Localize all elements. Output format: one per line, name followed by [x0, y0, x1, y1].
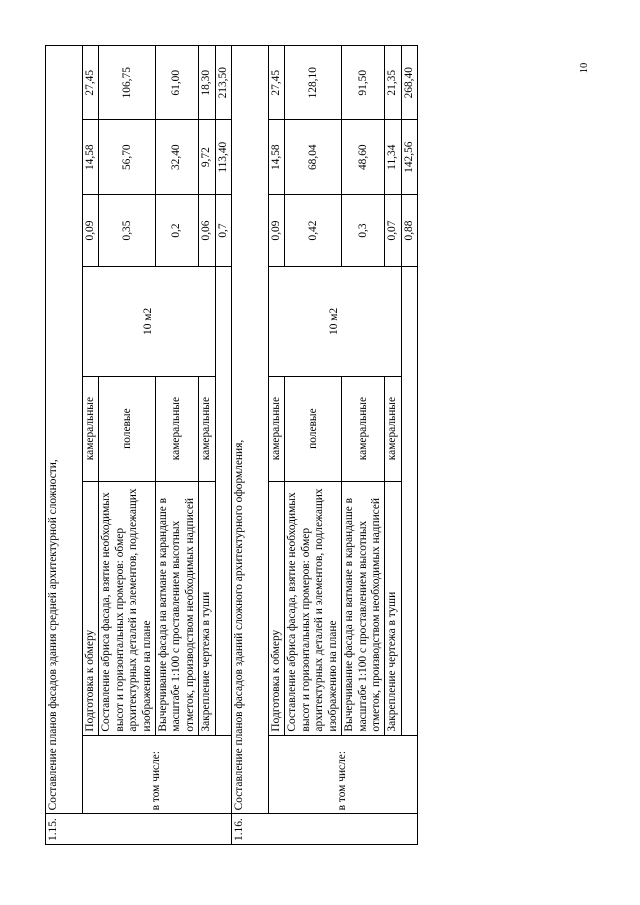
item-title: Составление планов фасадов зданий сложного архитектурного оформления, [232, 46, 269, 814]
work-description: Закрепление чертежа в туши [199, 481, 215, 735]
norm-value: 0,42 [285, 194, 342, 266]
norm-value: 0,3 [342, 194, 385, 266]
cost1-value: 56,70 [99, 120, 156, 194]
norms-table [45, 45, 418, 845]
work-description: Вычерчивание фасада на ватмане в карандаше в масштабе 1:100 с проставлением высотных отметок, производством необходимых надписей [156, 481, 199, 735]
work-type: полевые [285, 376, 342, 481]
total-norm: 0,7 [215, 194, 231, 266]
norm-value: 0,09 [269, 194, 285, 266]
total-cost2: 213,50 [215, 46, 231, 120]
norm-value: 0,2 [156, 194, 199, 266]
table-row [46, 46, 83, 845]
cost2-value: 106,75 [99, 46, 156, 120]
norm-value: 0,09 [83, 194, 99, 266]
item-number: 1.16. [232, 814, 418, 845]
norm-value: 0,06 [199, 194, 215, 266]
cost2-value: 18,30 [199, 46, 215, 120]
table-row [401, 46, 417, 845]
cost1-value: 14,58 [83, 120, 99, 194]
total-cost2: 268,40 [401, 46, 417, 120]
subtitle-text: в том числе: [150, 750, 163, 811]
work-description: Подготовка к обмеру [269, 481, 285, 735]
cost2-value: 91,50 [342, 46, 385, 120]
work-type: камеральные [385, 376, 401, 481]
summary-label [401, 267, 417, 735]
cost1-value: 14,58 [269, 120, 285, 194]
work-type: камеральные [342, 376, 385, 481]
unit-cell: 10 м2 [83, 267, 216, 376]
item-subtitle [83, 735, 232, 814]
cost2-value: 61,00 [156, 46, 199, 120]
cost2-value: 27,45 [83, 46, 99, 120]
table-row [83, 46, 99, 845]
work-type: камеральные [269, 376, 285, 481]
page-number: 10 [579, 62, 590, 74]
work-type: камеральные [83, 376, 99, 481]
summary-label [215, 267, 231, 735]
total-cost1: 142,56 [401, 120, 417, 194]
table-row [285, 46, 342, 845]
work-description: Закрепление чертежа в туши [385, 481, 401, 735]
table-row [99, 46, 156, 845]
norm-value: 0,07 [385, 194, 401, 266]
table-row [269, 46, 285, 845]
item-title: Составление планов фасадов здания средней архитектурной сложности, [46, 46, 83, 814]
work-type: камеральные [199, 376, 215, 481]
work-description: Вычерчивание фасада на ватмане в карандаше в масштабе 1:100 с проставлением высотных отметок, производством необходимых надписей [342, 481, 385, 735]
table-row [199, 46, 215, 845]
total-norm: 0,88 [401, 194, 417, 266]
table-row [385, 46, 401, 845]
cost1-value: 68,04 [285, 120, 342, 194]
table-row [232, 46, 269, 845]
work-description: Подготовка к обмеру [83, 481, 99, 735]
item-number: 1.15. [46, 814, 232, 845]
table-row [342, 46, 385, 845]
cost2-value: 21,35 [385, 46, 401, 120]
work-type: полевые [99, 376, 156, 481]
cost1-value: 9,72 [199, 120, 215, 194]
work-description: Составление абриса фасада, взятие необходимых высот и горизонтальных промеров: обмер архитектурных деталей и элементов, подлежащих изображению на плане [99, 481, 156, 735]
table-row [156, 46, 199, 845]
table-row [215, 46, 231, 845]
unit-cell: 10 м2 [269, 267, 402, 376]
work-type: камеральные [156, 376, 199, 481]
item-subtitle [269, 735, 418, 814]
cost1-value: 32,40 [156, 120, 199, 194]
subtitle-text: в том числе: [336, 750, 349, 811]
total-cost1: 113,40 [215, 120, 231, 194]
rotated-table-sheet [45, 45, 545, 845]
cost2-value: 27,45 [269, 46, 285, 120]
cost1-value: 11,34 [385, 120, 401, 194]
cost2-value: 128,10 [285, 46, 342, 120]
cost1-value: 48,60 [342, 120, 385, 194]
norm-value: 0,35 [99, 194, 156, 266]
work-description: Составление абриса фасада, взятие необходимых высот и горизонтальных промеров: обмер архитектурных деталей и элементов, подлежащих изображению на плане [285, 481, 342, 735]
